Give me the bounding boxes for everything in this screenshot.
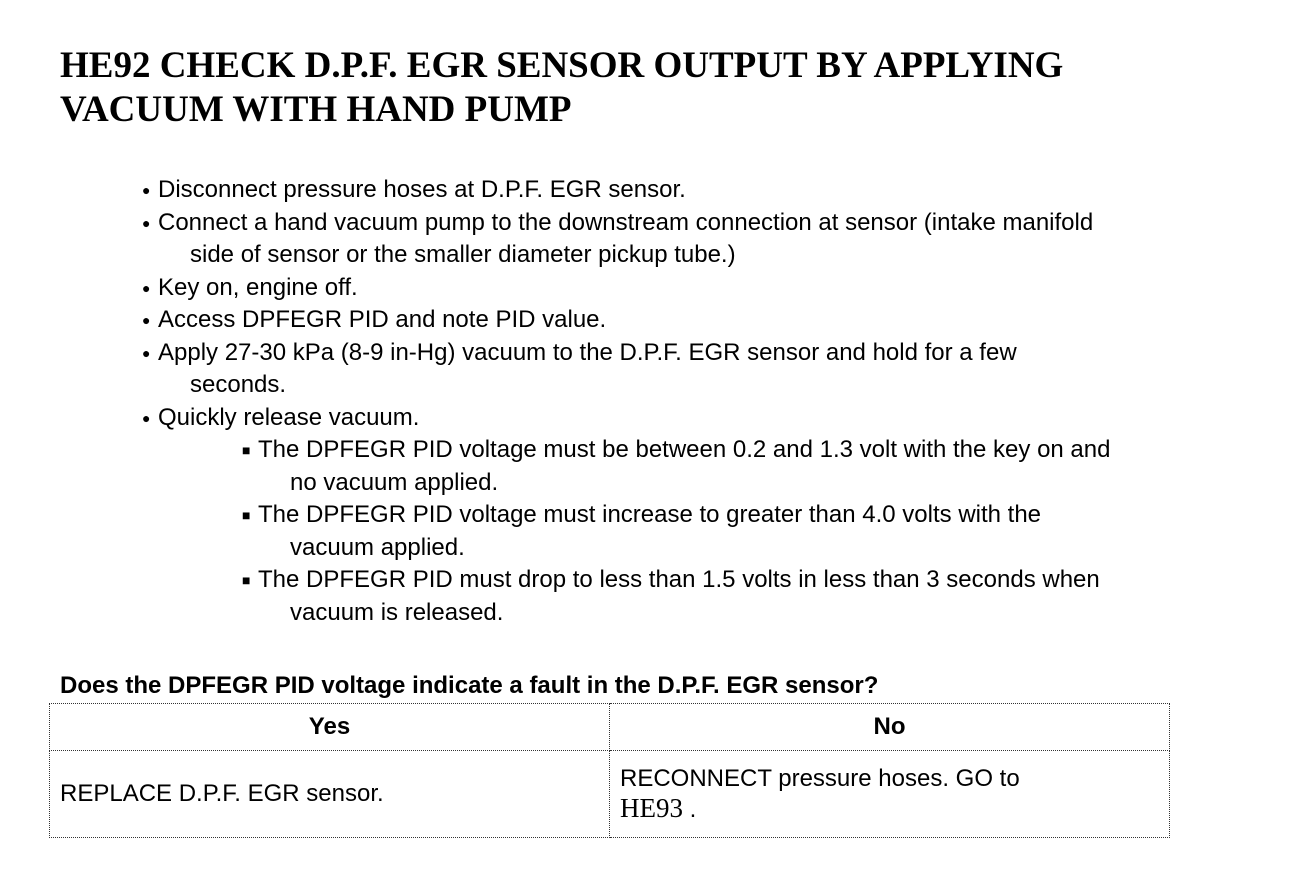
bullet-icon: ● bbox=[142, 409, 151, 426]
step-text: Disconnect pressure hoses at D.P.F. EGR sensor. bbox=[158, 176, 686, 203]
substep-continuation: vacuum applied. bbox=[290, 533, 465, 561]
substep-item bbox=[242, 499, 1272, 564]
yes-action-text: REPLACE D.P.F. EGR sensor. bbox=[60, 780, 384, 807]
step-item bbox=[142, 207, 1272, 272]
substep-text: The DPFEGR PID must drop to less than 1.5 volts in less than 3 seconds when bbox=[258, 566, 1100, 593]
bullet-icon: ● bbox=[142, 312, 151, 328]
square-bullet-icon: ■ bbox=[242, 507, 251, 523]
square-bullet-icon: ■ bbox=[242, 572, 251, 588]
substep-item bbox=[242, 434, 1272, 499]
step-continuation: side of sensor or the smaller diameter pickup tube.) bbox=[190, 241, 736, 268]
step-item bbox=[142, 402, 1272, 630]
decision-question: Does the DPFEGR PID voltage indicate a fault in the D.P.F. EGR sensor? bbox=[60, 672, 879, 699]
step-item bbox=[142, 174, 1272, 207]
yes-action-cell bbox=[50, 751, 610, 838]
step-item bbox=[142, 272, 1272, 305]
procedure-steps bbox=[142, 174, 1272, 629]
step-continuation: seconds. bbox=[190, 371, 287, 398]
step-item bbox=[142, 337, 1272, 402]
go-to-link[interactable]: HE93 bbox=[620, 792, 683, 823]
step-text: Access DPFEGR PID and note PID value. bbox=[158, 306, 607, 333]
bullet-icon: ● bbox=[142, 344, 151, 361]
substep-item bbox=[242, 564, 1272, 629]
square-bullet-icon: ■ bbox=[242, 442, 251, 458]
title-line-1: HE92 CHECK D.P.F. EGR SENSOR OUTPUT BY APPLYING bbox=[60, 45, 1064, 86]
title-line-2: VACUUM WITH HAND PUMP bbox=[60, 89, 572, 130]
step-item bbox=[142, 304, 1272, 337]
no-header: No bbox=[610, 704, 1170, 751]
substep-text: The DPFEGR PID voltage must be between 0.2 and 1.3 volt with the key on and bbox=[258, 436, 1111, 463]
no-action-suffix: . bbox=[683, 795, 697, 823]
step-text: Quickly release vacuum. bbox=[158, 403, 420, 431]
step-text: Key on, engine off. bbox=[158, 273, 358, 301]
table-row bbox=[50, 751, 1170, 838]
table-header-row bbox=[50, 704, 1170, 751]
step-text: Connect a hand vacuum pump to the downstream connection at sensor (intake manifold bbox=[158, 208, 1094, 236]
substep-continuation: no vacuum applied. bbox=[290, 468, 499, 496]
bullet-icon: ● bbox=[142, 182, 151, 198]
bullet-icon: ● bbox=[142, 279, 151, 296]
step-text: Apply 27-30 kPa (8-9 in-Hg) vacuum to the D.P.F. EGR sensor and hold for a few bbox=[158, 338, 1017, 366]
substeps-list bbox=[242, 434, 1272, 629]
no-action-cell bbox=[610, 751, 1170, 838]
decision-table bbox=[49, 703, 1170, 838]
page-title bbox=[60, 44, 1260, 132]
substep-continuation: vacuum is released. bbox=[290, 598, 504, 626]
yes-header: Yes bbox=[50, 704, 610, 751]
no-action-text: RECONNECT pressure hoses. GO to bbox=[620, 764, 1020, 792]
substep-text: The DPFEGR PID voltage must increase to greater than 4.0 volts with the bbox=[258, 501, 1042, 528]
bullet-icon: ● bbox=[142, 214, 151, 231]
